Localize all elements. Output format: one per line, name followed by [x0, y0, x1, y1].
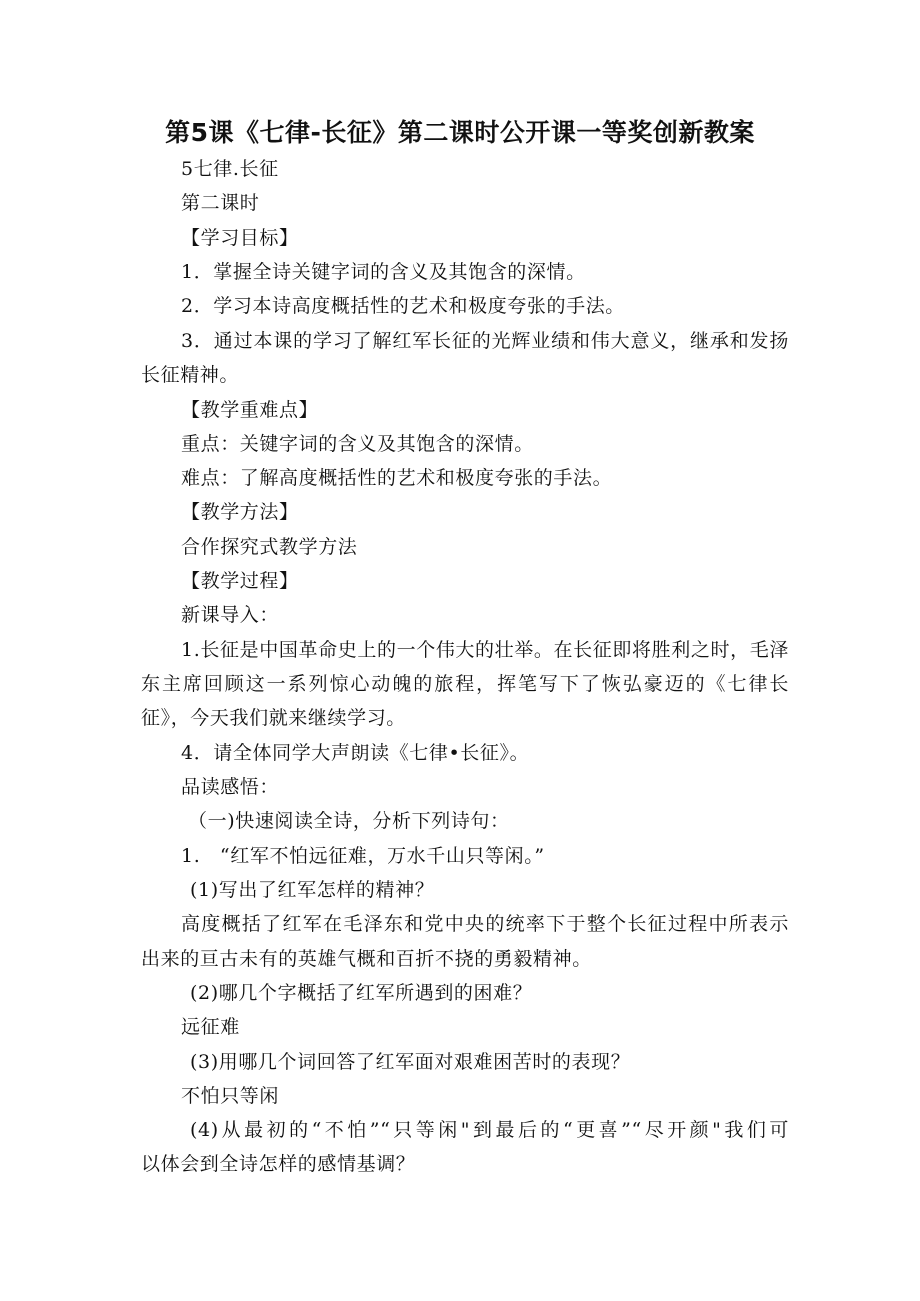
text-line-question-3: (3)用哪几个词回答了红军面对艰难困苦时的表现？	[190, 1051, 631, 1073]
text-line-part-one: （一)快速阅读全诗，分析下列诗句：	[188, 810, 510, 832]
text-line-objective-3: 3．通过本课的学习了解红军长征的光辉业绩和伟大意义，继承和发扬	[181, 330, 789, 352]
text-line-poem-verse: 1. “红军不怕远征难，万水千山只等闲。”	[181, 845, 545, 867]
text-line-intro-1-cont: 东主席回顾这一系列惊心动魄的旅程，挥笔写下了恢弘豪迈的《七律长	[141, 673, 789, 695]
text-line-lesson-period: 第二课时	[181, 192, 260, 214]
text-line-introduction: 新课导入：	[181, 604, 280, 626]
text-line-objective-1: 1．掌握全诗关键字词的含义及其饱含的深情。	[181, 261, 586, 283]
text-line-key-point: 重点：关键字词的含义及其饱含的深情。	[181, 433, 534, 455]
section-heading-objectives: 【学习目标】	[181, 227, 299, 249]
section-heading-process: 【教学过程】	[181, 570, 299, 592]
text-line-intro-1: 1.长征是中国革命史上的一个伟大的壮举。在长征即将胜利之时，毛泽	[181, 639, 789, 661]
section-heading-methods: 【教学方法】	[181, 501, 299, 523]
text-line-appreciation: 品读感悟：	[181, 776, 280, 798]
text-line-objective-3-cont: 长征精神。	[141, 364, 240, 386]
text-line-lesson-name: 5七律.长征	[181, 158, 279, 180]
text-line-answer-1-cont: 出来的亘古未有的英雄气概和百折不挠的勇毅精神。	[141, 948, 592, 970]
text-line-answer-1: 高度概括了红军在毛泽东和党中央的统率下于整个长征过程中所表示	[181, 913, 789, 935]
section-heading-key-points: 【教学重难点】	[181, 399, 319, 421]
text-line-answer-3: 不怕只等闲	[181, 1085, 280, 1107]
text-line-intro-4: 4．请全体同学大声朗读《七律•长征》。	[181, 742, 530, 764]
text-line-question-4-cont: 以体会到全诗怎样的感情基调？	[141, 1153, 416, 1175]
text-line-question-4: (4)从最初的“不怕”“只等闲"到最后的“更喜”“尽开颜"我们可	[190, 1119, 789, 1141]
text-line-question-1: (1)写出了红军怎样的精神？	[190, 879, 435, 901]
text-line-method: 合作探究式教学方法	[181, 536, 358, 558]
document-title: 第5课《七律-长征》第二课时公开课一等奖创新教案	[165, 118, 755, 147]
text-line-answer-2: 远征难	[181, 1016, 240, 1038]
text-line-difficult-point: 难点：了解高度概括性的艺术和极度夸张的手法。	[181, 467, 613, 489]
text-line-objective-2: 2．学习本诗高度概括性的艺术和极度夸张的手法。	[181, 295, 625, 317]
text-line-intro-1-end: 征》，今天我们就来继续学习。	[141, 707, 406, 729]
text-line-question-2: (2)哪几个字概括了红军所遇到的困难？	[190, 982, 533, 1004]
